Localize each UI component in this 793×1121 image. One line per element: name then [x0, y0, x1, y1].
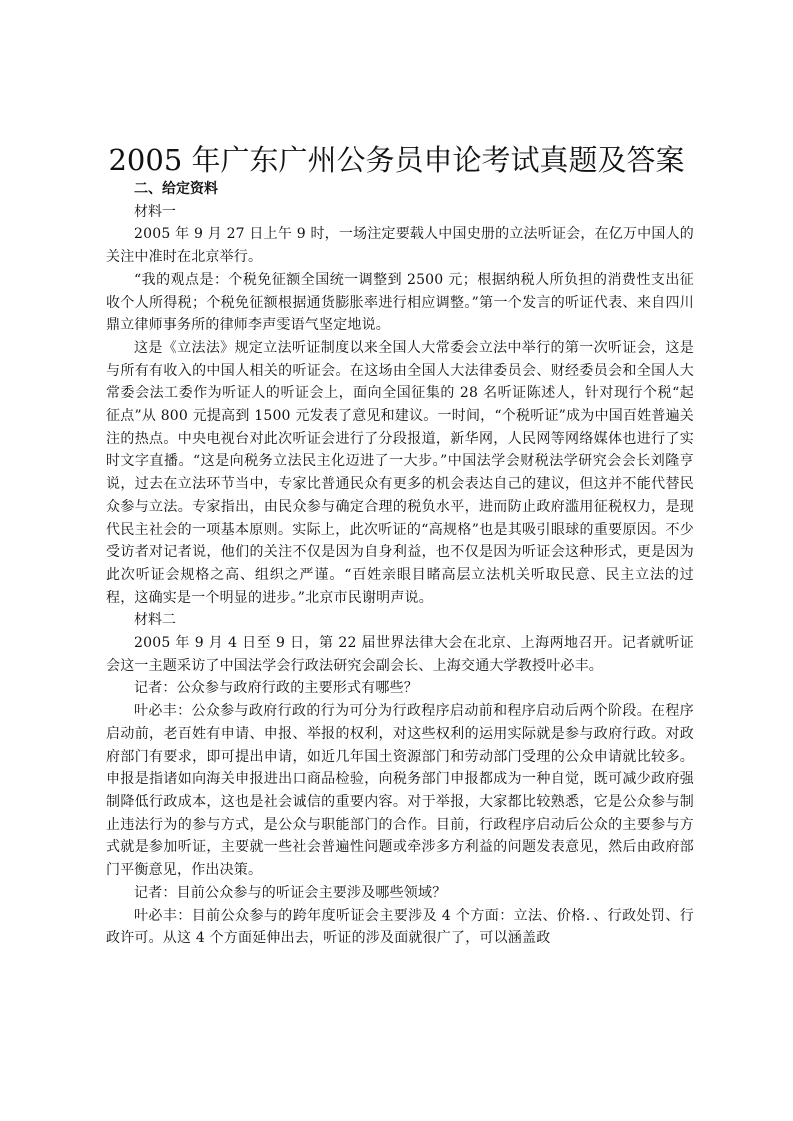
document-body — [106, 178, 694, 950]
material-one-paragraph-3: 这是《立法法》规定立法听证制度以来全国人大常委会立法中举行的第一次听证会，这是与所有有收入的中国人相关的听证会。在这场由全国人大法律委员会、财经委员会和全国人大常委会法工委作为听证人的听证会上，面向全国征集的 28 名听证陈述人，针对现行个税“起征点”从 800 元提高到 1500 元发表了意见和建议。一时间，“个税听证”成为中国百姓普遍关注的热点。中央电视台对此次听证会进行了分段报道，新华网，人民网等网络媒体也进行了实时文字直播。“这是向税务立法民主化迈进了一大步。”中国法学会财税法学研究会会长刘隆亨说，过去在立法环节当中，专家比普通民众有更多的机会表达自己的建议，但这并不能代替民众参与立法。专家指出，由民众参与确定合理的税负水平，进而防止政府滥用征税权力，是现代民主社会的一项基本原则。实际上，此次听证的“高规格”也是其吸引眼球的重要原因。不少受访者对记者说，他们的关注不仅是因为自身利益，也不仅是因为听证会这种形式，更是因为此次听证会规格之高、组织之严谨。“百姓亲眼目睹高层立法机关听取民意、民主立法的过程，这确实是一个明显的进步。”北京市民谢明声说。 — [106, 339, 694, 606]
document-title: 2005 年广东广州公务员申论考试真题及答案 — [108, 143, 685, 177]
material-one-label: 材料一 — [134, 203, 176, 220]
material-two-paragraph-1: 2005 年 9 月 4 日至 9 日，第 22 届世界法律大会在北京、上海两地召开。记者就听证会这一主题采访了中国法学会行政法研究会副会长、上海交通大学教授叶必丰。 — [106, 635, 694, 674]
interview-question-1: 记者：公众参与政府行政的主要形式有哪些？ — [134, 680, 418, 697]
section-heading: 二、给定资料 — [134, 181, 218, 197]
interview-answer-2: 叶必丰：目前公众参与的跨年度听证会主要涉及 4 个方面：立法、价格．、行政处罚、行政许可。从这 4 个方面延伸出去，听证的涉及面就很广了，可以涵盖政 — [106, 907, 694, 947]
material-two-label: 材料二 — [134, 612, 176, 629]
material-one-paragraph-1: 2005 年 9 月 27 日上午 9 时，一场注定要载人中国史册的立法听证会，在亿万中国人的关注中准时在北京举行。 — [106, 226, 694, 266]
interview-answer-1: 叶必丰：公众参与政府行政的行为可分为行政程序启动前和程序启动后两个阶段。在程序启动前，老百姓有申请、申报、举报的权利，对这些权利的运用实际就是参与政府行政。对政府部门有要求，即可提出申请，如近几年国土资源部门和劳动部门受理的公众申请就比较多。申报是指诸如向海关申报进出口商品检验，向税务部门申报都成为一种自觉，既可减少政府强制降低行政成本，这也是社会诚信的重要内容。对于举报，大家都比较熟悉，它是公众参与制止违法行为的参与方式，是公众与职能部门的合作。目前，行政程序启动后公众的主要参与方式就是参加听证，主要就一些社会普遍性问题或牵涉多方利益的问题发表意见，然后由政府部门平衡意见，作出决策。 — [106, 703, 694, 879]
interview-question-2: 记者：目前公众参与的听证会主要涉及哪些领域？ — [134, 884, 447, 901]
material-one-paragraph-2: “我的观点是：个税免征额全国统一调整到 2500 元；根据纳税人所负担的消费性支出征收个人所得税；个税免征额根据通货膨胀率进行相应调整。”第一个发言的听证代表、来自四川鼎立律师事务所的律师李声雯语气坚定地说。 — [106, 271, 694, 334]
